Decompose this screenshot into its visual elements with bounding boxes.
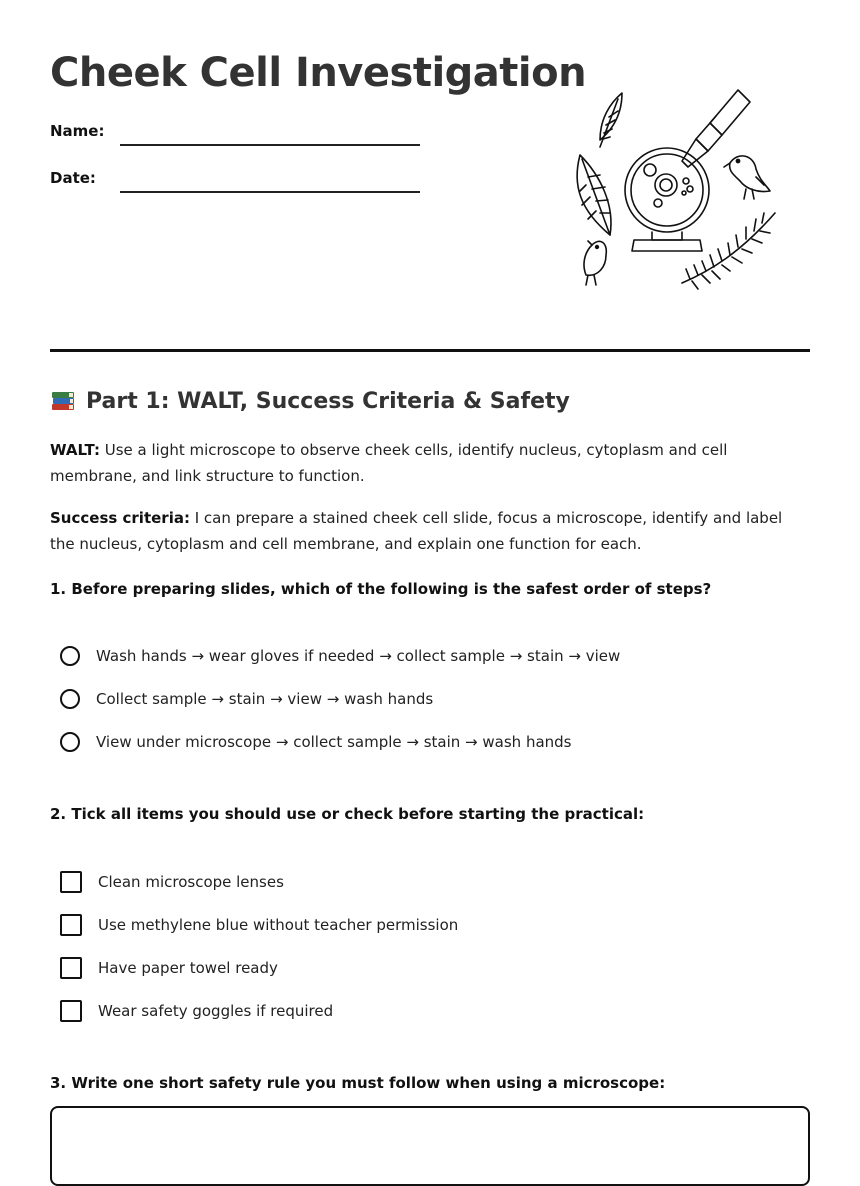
success-criteria-paragraph	[50, 505, 810, 557]
date-line[interactable]	[120, 191, 420, 193]
q2-option-2[interactable]	[60, 912, 458, 938]
bird-icon-small	[584, 241, 606, 285]
question-1: 1. Before preparing slides, which of the following is the safest order of steps?	[50, 580, 712, 598]
q2-option-4-label: Wear safety goggles if required	[98, 1002, 334, 1020]
q1-option-2[interactable]	[60, 686, 433, 712]
section-divider	[50, 349, 810, 352]
q2-option-3[interactable]	[60, 955, 278, 981]
radio-button[interactable]	[60, 646, 80, 666]
walt-paragraph	[50, 437, 810, 489]
q2-option-4[interactable]	[60, 998, 333, 1024]
date-field[interactable]	[50, 167, 430, 193]
question-3: 3. Write one short safety rule you must follow when using a microscope:	[50, 1074, 666, 1092]
q2-option-3-label: Have paper towel ready	[98, 959, 278, 977]
q1-option-2-label: Collect sample → stain → view → wash hands	[96, 690, 434, 708]
feather-icon	[600, 93, 622, 147]
q1-option-1-label: Wash hands → wear gloves if needed → collect sample → stain → view	[96, 647, 621, 665]
success-criteria-label: Success criteria:	[50, 509, 190, 527]
radio-button[interactable]	[60, 732, 80, 752]
leaf-icon	[577, 155, 611, 235]
q2-option-2-label: Use methylene blue without teacher permission	[98, 916, 459, 934]
part1-heading	[50, 388, 570, 414]
walt-label: WALT:	[50, 441, 100, 459]
q2-option-1-label: Clean microscope lenses	[98, 873, 284, 891]
radio-button[interactable]	[60, 689, 80, 709]
name-field[interactable]	[50, 120, 430, 146]
q1-option-3-label: View under microscope → collect sample → stain → wash hands	[96, 733, 572, 751]
name-line[interactable]	[120, 144, 420, 146]
cell-view-icon	[625, 148, 709, 251]
bird-icon	[724, 156, 770, 199]
q1-option-1[interactable]	[60, 643, 620, 669]
question-2: 2. Tick all items you should use or check before starting the practical:	[50, 805, 645, 823]
q1-option-3[interactable]	[60, 729, 571, 755]
q2-option-1[interactable]	[60, 869, 284, 895]
checkbox[interactable]	[60, 914, 82, 936]
checkbox[interactable]	[60, 871, 82, 893]
success-criteria-text: I can prepare a stained cheek cell slide, focus a microscope, identify and label the nucleus, cytoplasm and cell membrane, and explain one function for each.	[50, 509, 783, 553]
checkbox[interactable]	[60, 957, 82, 979]
page-title: Cheek Cell Investigation	[50, 50, 587, 96]
microscope-illustration	[570, 85, 780, 295]
walt-text: Use a light microscope to observe cheek cells, identify nucleus, cytoplasm and cell membrane, and link structure to function.	[50, 441, 728, 485]
books-icon	[50, 388, 76, 414]
safety-rule-answer-box[interactable]	[50, 1106, 810, 1186]
part1-heading-text: Part 1: WALT, Success Criteria & Safety	[86, 388, 570, 414]
checkbox[interactable]	[60, 1000, 82, 1022]
name-label: Name:	[50, 122, 105, 140]
date-label: Date:	[50, 169, 96, 187]
